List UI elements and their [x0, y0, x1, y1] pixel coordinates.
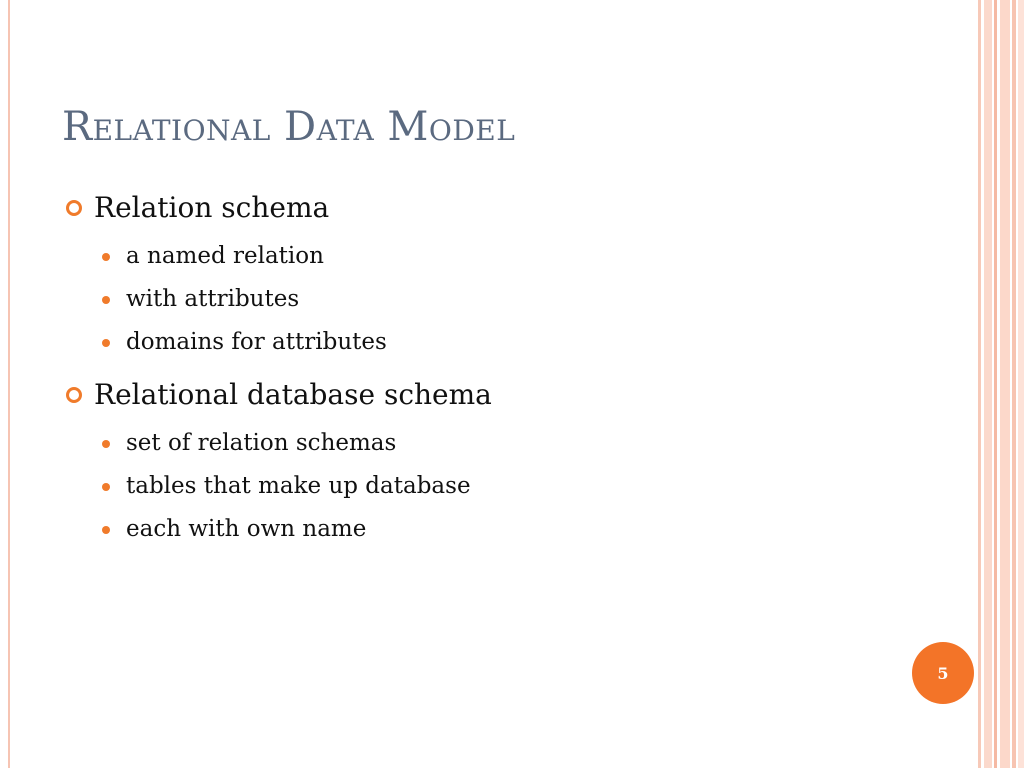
- dot-bullet-icon: [102, 440, 110, 448]
- bullet-level2: [102, 277, 946, 320]
- right-decor-stripe: [1000, 0, 1010, 768]
- ring-bullet-icon: [66, 387, 82, 403]
- dot-bullet-icon: [102, 253, 110, 261]
- dot-bullet-icon: [102, 526, 110, 534]
- bullet-text: a named relation: [126, 242, 324, 269]
- bullet-level1: [66, 373, 946, 415]
- bullet-list: [66, 186, 946, 550]
- left-border-line: [8, 0, 10, 768]
- ring-bullet-icon: [66, 200, 82, 216]
- bullet-text: Relation schema: [94, 190, 330, 224]
- bullet-level2: [102, 320, 946, 363]
- bullet-text: set of relation schemas: [126, 429, 397, 456]
- slide-title: Relational Data Model: [62, 104, 516, 150]
- dot-bullet-icon: [102, 339, 110, 347]
- bullet-level2: [102, 507, 946, 550]
- bullet-text: each with own name: [126, 515, 367, 542]
- bullet-text: tables that make up database: [126, 472, 471, 499]
- right-decor-stripe: [1018, 0, 1024, 768]
- bullet-level2: [102, 464, 946, 507]
- page-number-badge: 5: [912, 642, 974, 704]
- right-decor-stripe: [984, 0, 992, 768]
- bullet-text: with attributes: [126, 285, 300, 312]
- right-decor-stripe: [978, 0, 981, 768]
- right-decor-stripe: [1012, 0, 1016, 768]
- right-decor-stripe: [994, 0, 997, 768]
- dot-bullet-icon: [102, 296, 110, 304]
- bullet-text: domains for attributes: [126, 328, 387, 355]
- bullet-level2: [102, 421, 946, 464]
- bullet-level1: [66, 186, 946, 228]
- bullet-level2: [102, 234, 946, 277]
- dot-bullet-icon: [102, 483, 110, 491]
- bullet-text: Relational database schema: [94, 377, 492, 411]
